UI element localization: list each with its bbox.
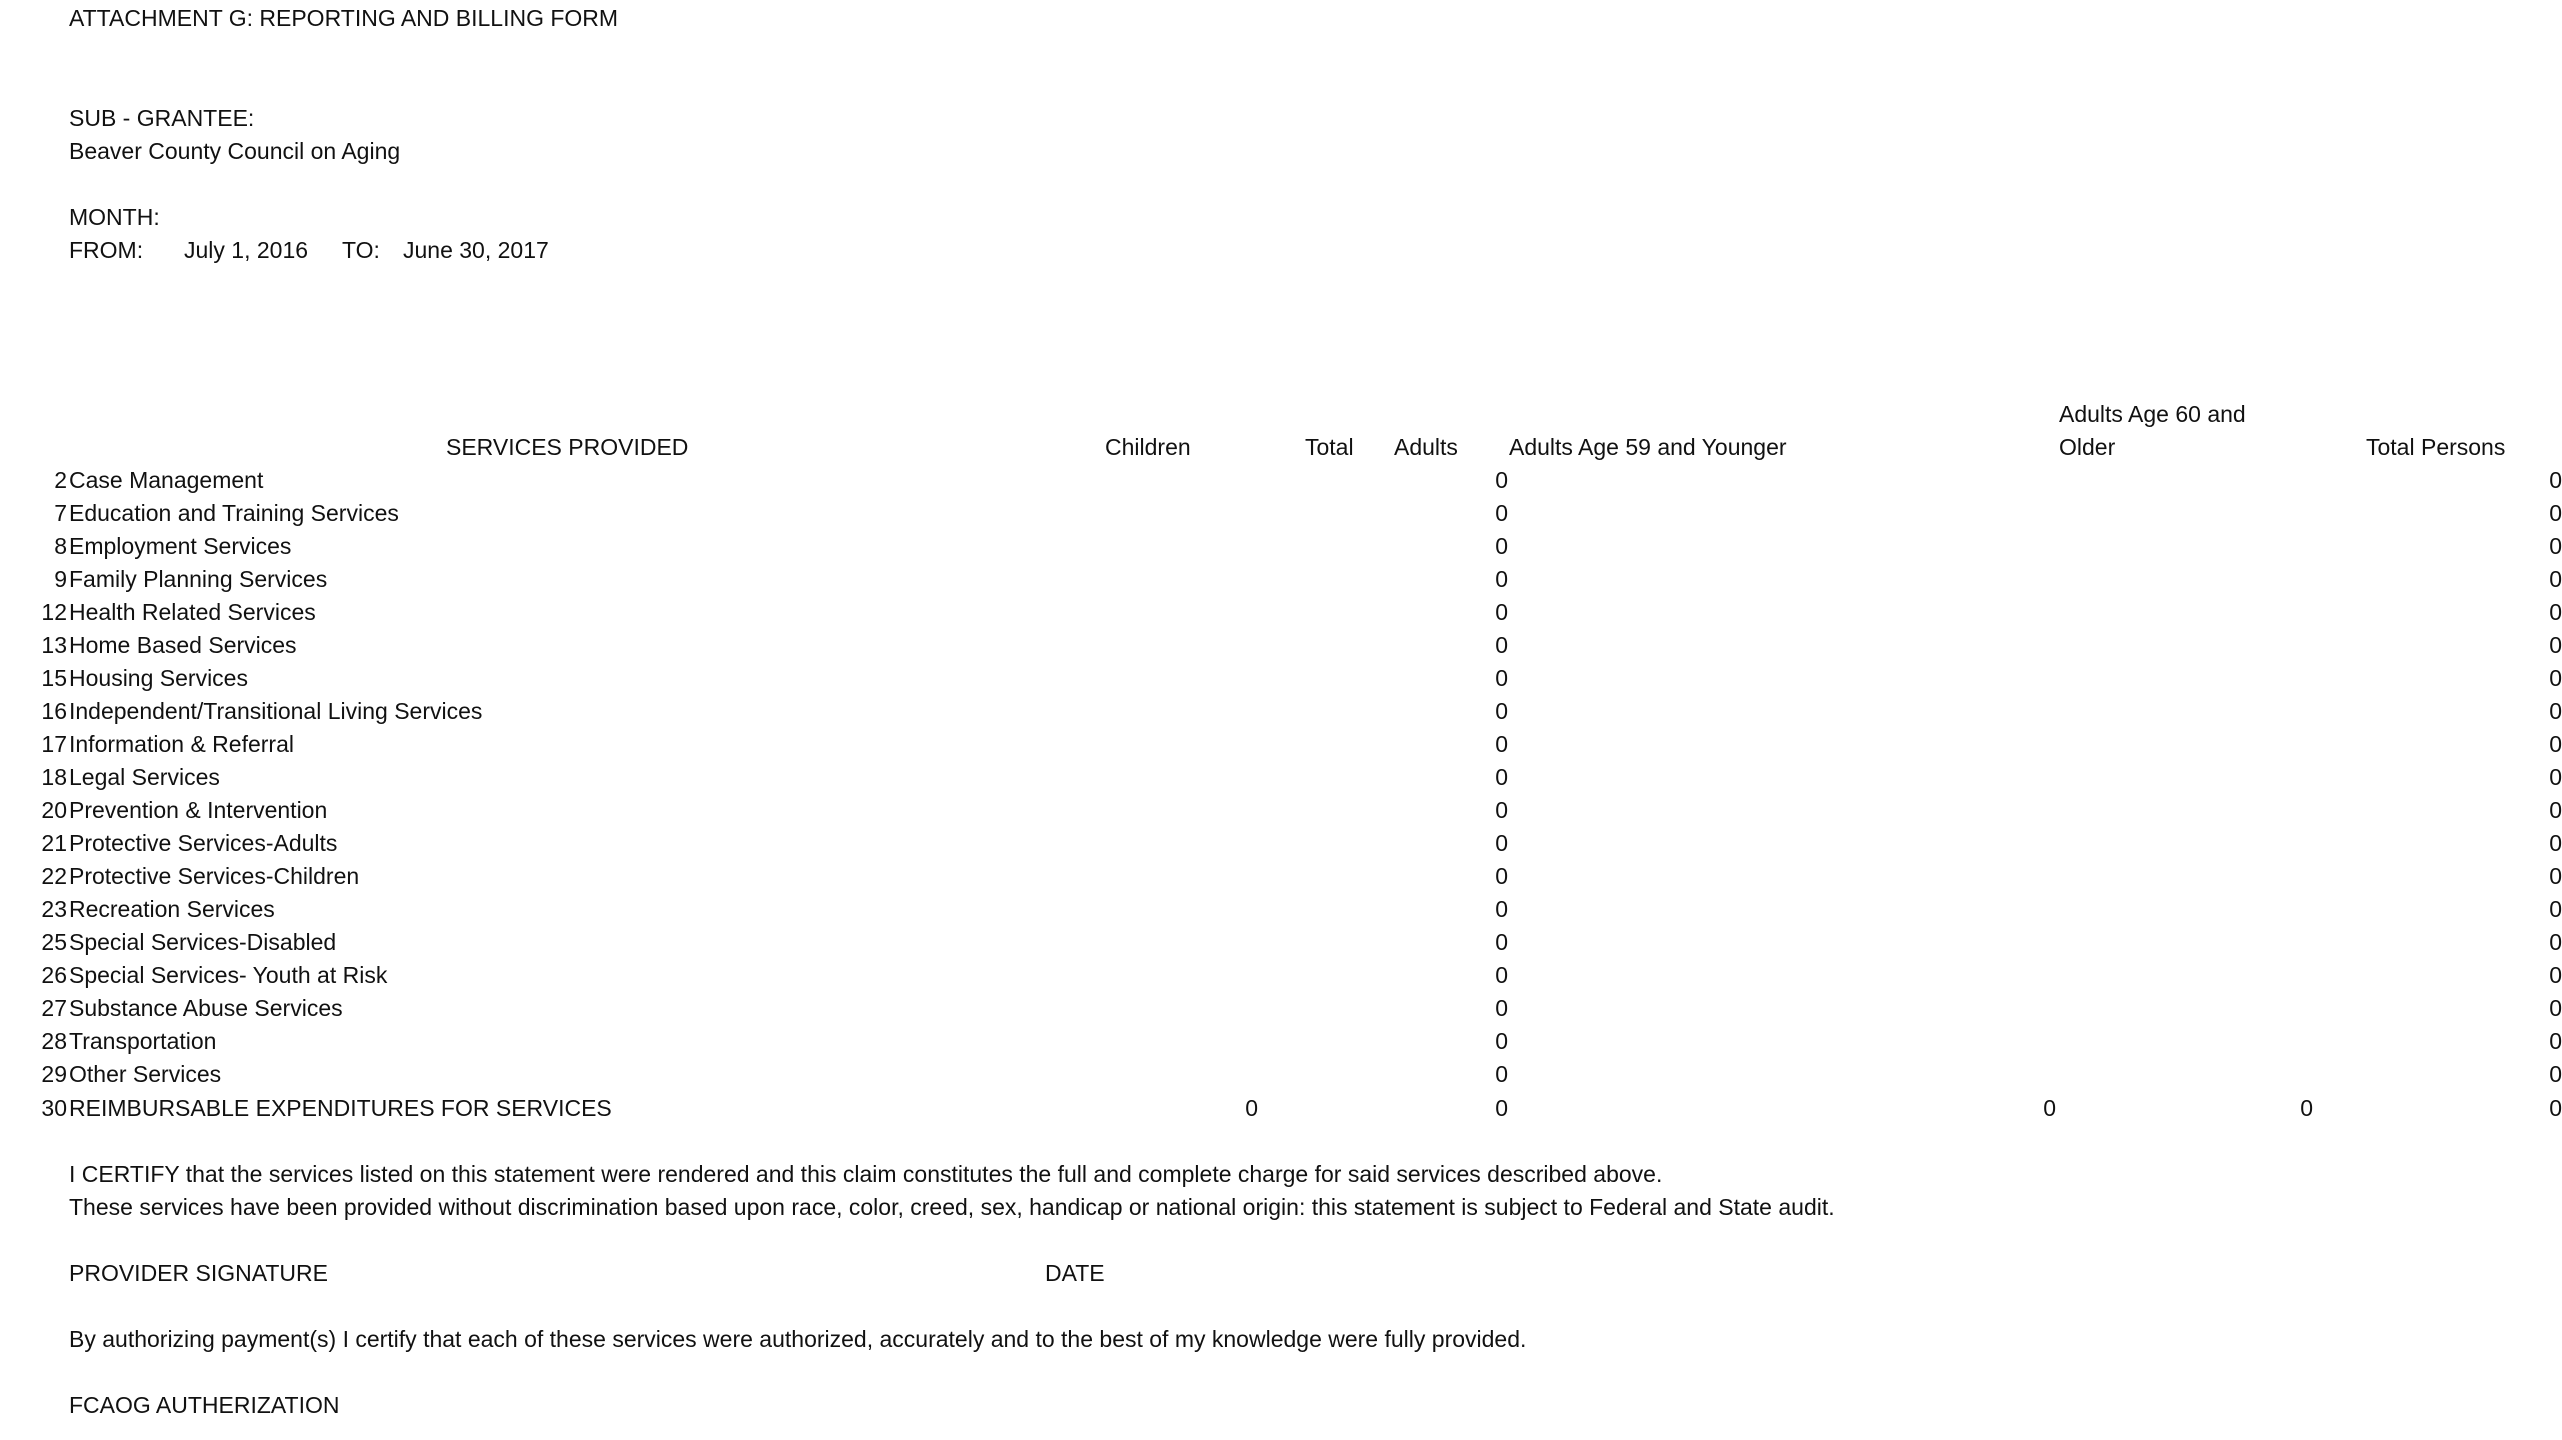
service-row-code: 15 <box>41 665 67 691</box>
service-row-total: 0 <box>1495 1028 1508 1054</box>
summary-row-code: 30 <box>41 1095 67 1121</box>
service-row-total-persons: 0 <box>2549 929 2562 955</box>
service-row-code: 12 <box>41 599 67 625</box>
service-row-total-persons: 0 <box>2549 665 2562 691</box>
service-row-name: Family Planning Services <box>69 566 328 592</box>
header-adults-60-older-line1: Adults Age 60 and <box>2059 401 2246 427</box>
service-row-code: 28 <box>41 1028 67 1054</box>
service-row-total-persons: 0 <box>2549 797 2562 823</box>
service-row-code: 8 <box>54 533 67 559</box>
service-row-code: 20 <box>41 797 67 823</box>
service-row-total-persons: 0 <box>2549 764 2562 790</box>
service-row-total-persons: 0 <box>2549 698 2562 724</box>
service-row-code: 23 <box>41 896 67 922</box>
service-row-total-persons: 0 <box>2549 1061 2562 1087</box>
service-row-name: Education and Training Services <box>69 500 399 526</box>
date-label: DATE <box>1045 1260 1105 1286</box>
service-row-total-persons: 0 <box>2549 731 2562 757</box>
summary-row-adults-60: 0 <box>2300 1095 2313 1121</box>
service-row-name: Substance Abuse Services <box>69 995 343 1021</box>
fcaog-authorization-label: FCAOG AUTHERIZATION <box>69 1392 340 1418</box>
service-row-code: 21 <box>41 830 67 856</box>
service-row-name: Home Based Services <box>69 632 297 658</box>
service-row-total: 0 <box>1495 467 1508 493</box>
service-row-name: Independent/Transitional Living Services <box>69 698 483 724</box>
from-label: FROM: <box>69 237 144 263</box>
service-row-total: 0 <box>1495 500 1508 526</box>
certification-line-1: I CERTIFY that the services listed on this statement were rendered and this claim constitutes the full and complete charge for said services described above. <box>69 1161 1663 1187</box>
service-row-total: 0 <box>1495 698 1508 724</box>
service-row-total: 0 <box>1495 599 1508 625</box>
service-row-total-persons: 0 <box>2549 896 2562 922</box>
service-row-name: Housing Services <box>69 665 248 691</box>
service-row-total-persons: 0 <box>2549 500 2562 526</box>
summary-row-adults-59: 0 <box>2043 1095 2056 1121</box>
service-row-code: 18 <box>41 764 67 790</box>
service-row-total-persons: 0 <box>2549 863 2562 889</box>
service-row-code: 2 <box>54 467 67 493</box>
service-row-name: Transportation <box>69 1028 217 1054</box>
service-row-total: 0 <box>1495 665 1508 691</box>
service-row-total-persons: 0 <box>2549 995 2562 1021</box>
to-value: June 30, 2017 <box>403 237 549 263</box>
service-row-total-persons: 0 <box>2549 830 2562 856</box>
summary-row-children: 0 <box>1245 1095 1258 1121</box>
service-row-total-persons: 0 <box>2549 566 2562 592</box>
service-row-total: 0 <box>1495 764 1508 790</box>
service-row-name: Case Management <box>69 467 264 493</box>
service-row-name: Special Services-Disabled <box>69 929 337 955</box>
service-row-name: Other Services <box>69 1061 222 1087</box>
sub-grantee-label: SUB - GRANTEE: <box>69 105 255 131</box>
service-row-total-persons: 0 <box>2549 632 2562 658</box>
service-row-total: 0 <box>1495 929 1508 955</box>
service-row-total-persons: 0 <box>2549 533 2562 559</box>
summary-row-total-persons: 0 <box>2549 1095 2562 1121</box>
service-row-code: 25 <box>41 929 67 955</box>
service-row-name: Protective Services-Adults <box>69 830 338 856</box>
service-row-code: 22 <box>41 863 67 889</box>
header-adults: Adults <box>1394 434 1458 460</box>
service-row-name: Employment Services <box>69 533 292 559</box>
service-row-name: Recreation Services <box>69 896 275 922</box>
service-row-name: Protective Services-Children <box>69 863 360 889</box>
service-row-total: 0 <box>1495 566 1508 592</box>
authorization-statement: By authorizing payment(s) I certify that each of these services were authorized, accurately and to the best of my knowledge were fully provided. <box>69 1326 1527 1352</box>
service-row-total: 0 <box>1495 731 1508 757</box>
to-label: TO: <box>342 237 380 263</box>
service-row-code: 13 <box>41 632 67 658</box>
summary-row-name: REIMBURSABLE EXPENDITURES FOR SERVICES <box>69 1095 612 1121</box>
service-row-name: Information & Referral <box>69 731 294 757</box>
service-row-code: 7 <box>54 500 67 526</box>
service-row-total: 0 <box>1495 995 1508 1021</box>
header-total-persons: Total Persons <box>2366 434 2506 460</box>
service-row-total: 0 <box>1495 896 1508 922</box>
service-row-code: 26 <box>41 962 67 988</box>
service-row-total-persons: 0 <box>2549 1028 2562 1054</box>
form-title: ATTACHMENT G: REPORTING AND BILLING FORM <box>69 5 619 31</box>
service-row-code: 17 <box>41 731 67 757</box>
service-row-total-persons: 0 <box>2549 467 2562 493</box>
from-value: July 1, 2016 <box>184 237 309 263</box>
service-row-code: 29 <box>41 1061 67 1087</box>
service-row-name: Special Services- Youth at Risk <box>69 962 388 988</box>
summary-row-total: 0 <box>1495 1095 1508 1121</box>
header-services-provided: SERVICES PROVIDED <box>446 434 689 460</box>
service-row-name: Health Related Services <box>69 599 316 625</box>
service-row-total: 0 <box>1495 830 1508 856</box>
service-row-code: 27 <box>41 995 67 1021</box>
service-row-total: 0 <box>1495 797 1508 823</box>
sub-grantee-value: Beaver County Council on Aging <box>69 138 401 164</box>
service-row-name: Prevention & Intervention <box>69 797 328 823</box>
header-total: Total <box>1305 434 1354 460</box>
provider-signature-label: PROVIDER SIGNATURE <box>69 1260 328 1286</box>
header-children: Children <box>1105 434 1191 460</box>
service-row-total: 0 <box>1495 533 1508 559</box>
service-row-total: 0 <box>1495 1061 1508 1087</box>
service-row-code: 9 <box>54 566 67 592</box>
service-row-total: 0 <box>1495 632 1508 658</box>
service-row-total-persons: 0 <box>2549 599 2562 625</box>
header-adults-60-older-line2: Older <box>2059 434 2116 460</box>
service-row-total: 0 <box>1495 863 1508 889</box>
service-row-total-persons: 0 <box>2549 962 2562 988</box>
service-row-name: Legal Services <box>69 764 220 790</box>
certification-line-2: These services have been provided without discrimination based upon race, color, creed, sex, handicap or national origin: this statement is subject to Federal and State audit. <box>69 1194 1835 1220</box>
service-row-total: 0 <box>1495 962 1508 988</box>
header-adults-59-younger: Adults Age 59 and Younger <box>1509 434 1787 460</box>
month-label: MONTH: <box>69 204 160 230</box>
service-row-code: 16 <box>41 698 67 724</box>
